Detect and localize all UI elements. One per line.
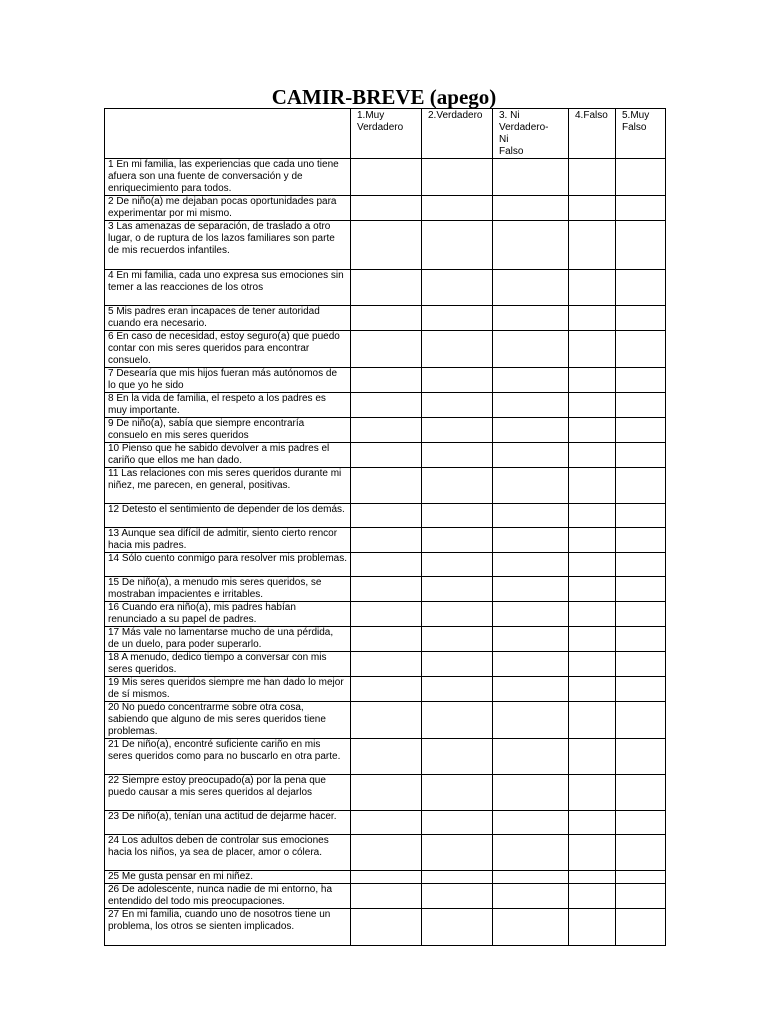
- item-text: 4 En mi familia, cada uno expresa sus emociones sin temer a las reacciones de los otros: [105, 270, 351, 306]
- answer-cell[interactable]: [351, 835, 422, 871]
- item-text: 1 En mi familia, las experiencias que cada uno tiene afuera son una fuente de conversación y de enriquecimiento para todos.: [105, 159, 351, 196]
- table-row: [105, 702, 666, 739]
- answer-cell[interactable]: [616, 331, 666, 368]
- table-row: [105, 909, 666, 946]
- answer-cell[interactable]: [616, 627, 666, 652]
- item-text: 10 Pienso que he sabido devolver a mis padres el cariño que ellos me han dado.: [105, 443, 351, 468]
- answer-cell[interactable]: [351, 652, 422, 677]
- answer-cell[interactable]: [351, 884, 422, 909]
- item-text: 8 En la vida de familia, el respeto a los padres es muy importante.: [105, 393, 351, 418]
- answer-cell[interactable]: [351, 306, 422, 331]
- answer-cell[interactable]: [493, 443, 569, 468]
- answer-cell[interactable]: [422, 468, 493, 504]
- table-row: [105, 553, 666, 577]
- item-text: 3 Las amenazas de separación, de traslado a otro lugar, o de ruptura de los lazos familiares son parte de mis recuerdos infantiles.: [105, 221, 351, 270]
- answer-cell[interactable]: [493, 677, 569, 702]
- table-row: [105, 739, 666, 775]
- table-row: [105, 811, 666, 835]
- answer-cell[interactable]: [422, 577, 493, 602]
- answer-cell[interactable]: [422, 553, 493, 577]
- answer-cell[interactable]: [493, 884, 569, 909]
- item-text: 19 Mis seres queridos siempre me han dado lo mejor de sí mismos.: [105, 677, 351, 702]
- answer-cell[interactable]: [616, 468, 666, 504]
- table-row: [105, 393, 666, 418]
- answer-cell[interactable]: [351, 739, 422, 775]
- header-muy-falso: 5.Muy Falso: [616, 109, 666, 159]
- answer-cell[interactable]: [493, 602, 569, 627]
- answer-cell[interactable]: [616, 775, 666, 811]
- answer-cell[interactable]: [616, 602, 666, 627]
- answer-cell[interactable]: [616, 811, 666, 835]
- answer-cell[interactable]: [493, 835, 569, 871]
- answer-cell[interactable]: [569, 393, 616, 418]
- answer-cell[interactable]: [493, 159, 569, 196]
- table-row: [105, 468, 666, 504]
- answer-cell[interactable]: [616, 884, 666, 909]
- answer-cell[interactable]: [616, 909, 666, 946]
- answer-cell[interactable]: [493, 306, 569, 331]
- answer-cell[interactable]: [616, 652, 666, 677]
- answer-cell[interactable]: [493, 909, 569, 946]
- item-text: 18 A menudo, dedico tiempo a conversar con mis seres queridos.: [105, 652, 351, 677]
- answer-cell[interactable]: [493, 418, 569, 443]
- answer-cell[interactable]: [351, 775, 422, 811]
- answer-cell[interactable]: [351, 627, 422, 652]
- answer-cell[interactable]: [616, 306, 666, 331]
- answer-cell[interactable]: [616, 221, 666, 270]
- item-text: 12 Detesto el sentimiento de depender de los demás.: [105, 504, 351, 528]
- answer-cell[interactable]: [616, 270, 666, 306]
- answer-cell[interactable]: [616, 553, 666, 577]
- item-text: 20 No puedo concentrarme sobre otra cosa, sabiendo que alguno de mis seres queridos tiene problemas.: [105, 702, 351, 739]
- answer-cell[interactable]: [493, 368, 569, 393]
- answer-cell[interactable]: [569, 871, 616, 884]
- answer-cell[interactable]: [422, 739, 493, 775]
- item-text: 14 Sólo cuento conmigo para resolver mis problemas.: [105, 553, 351, 577]
- answer-cell[interactable]: [569, 331, 616, 368]
- answer-cell[interactable]: [569, 909, 616, 946]
- answer-cell[interactable]: [493, 871, 569, 884]
- header-muy-verdadero: 1.Muy Verdadero: [351, 109, 422, 159]
- answer-cell[interactable]: [569, 677, 616, 702]
- item-text: 11 Las relaciones con mis seres queridos durante mi niñez, me parecen, en general, positivas.: [105, 468, 351, 504]
- answer-cell[interactable]: [422, 393, 493, 418]
- table-row: [105, 677, 666, 702]
- table-row: [105, 871, 666, 884]
- answer-cell[interactable]: [351, 909, 422, 946]
- answer-cell[interactable]: [569, 221, 616, 270]
- answer-cell[interactable]: [351, 331, 422, 368]
- item-text: 21 De niño(a), encontré suficiente cariño en mis seres queridos como para no buscarlo en otra parte.: [105, 739, 351, 775]
- answer-cell[interactable]: [493, 553, 569, 577]
- answer-cell[interactable]: [493, 221, 569, 270]
- table-row: [105, 331, 666, 368]
- document-title: CAMIR-BREVE (apego): [271, 85, 497, 109]
- answer-cell[interactable]: [569, 811, 616, 835]
- answer-cell[interactable]: [351, 270, 422, 306]
- table-row: [105, 835, 666, 871]
- answer-cell[interactable]: [569, 528, 616, 553]
- table-row: [105, 627, 666, 652]
- answer-cell[interactable]: [493, 577, 569, 602]
- answer-cell[interactable]: [351, 504, 422, 528]
- answer-cell[interactable]: [422, 627, 493, 652]
- answer-cell[interactable]: [351, 368, 422, 393]
- answer-cell[interactable]: [422, 306, 493, 331]
- answer-cell[interactable]: [569, 577, 616, 602]
- answer-cell[interactable]: [422, 602, 493, 627]
- item-text: 15 De niño(a), a menudo mis seres queridos, se mostraban impacientes e irritables.: [105, 577, 351, 602]
- answer-cell[interactable]: [569, 702, 616, 739]
- answer-cell[interactable]: [422, 835, 493, 871]
- item-text: 13 Aunque sea difícil de admitir, siento cierto rencor hacia mis padres.: [105, 528, 351, 553]
- item-text: 22 Siempre estoy preocupado(a) por la pena que puedo causar a mis seres queridos al dejarlos: [105, 775, 351, 811]
- answer-cell[interactable]: [616, 159, 666, 196]
- answer-cell[interactable]: [493, 504, 569, 528]
- answer-cell[interactable]: [493, 811, 569, 835]
- answer-cell[interactable]: [493, 652, 569, 677]
- table-row: [105, 196, 666, 221]
- answer-cell[interactable]: [493, 331, 569, 368]
- answer-cell[interactable]: [351, 443, 422, 468]
- answer-cell[interactable]: [569, 504, 616, 528]
- item-text: 23 De niño(a), tenían una actitud de dejarme hacer.: [105, 811, 351, 835]
- table-row: [105, 652, 666, 677]
- answer-cell[interactable]: [616, 577, 666, 602]
- answer-cell[interactable]: [422, 909, 493, 946]
- table-row: [105, 884, 666, 909]
- item-text: 25 Me gusta pensar en mi niñez.: [105, 871, 351, 884]
- item-text: 26 De adolescente, nunca nadie de mi entorno, ha entendido del todo mis preocupaciones.: [105, 884, 351, 909]
- item-text: 6 En caso de necesidad, estoy seguro(a) que puedo contar con mis seres queridos para encontrar consuelo.: [105, 331, 351, 368]
- table-row: [105, 528, 666, 553]
- item-text: 5 Mis padres eran incapaces de tener autoridad cuando era necesario.: [105, 306, 351, 331]
- answer-cell[interactable]: [422, 702, 493, 739]
- answer-cell[interactable]: [493, 702, 569, 739]
- answer-cell[interactable]: [351, 221, 422, 270]
- answer-cell[interactable]: [351, 468, 422, 504]
- questionnaire-body: [105, 159, 666, 946]
- item-text: 7 Desearía que mis hijos fueran más autónomos de lo que yo he sido: [105, 368, 351, 393]
- answer-cell[interactable]: [351, 553, 422, 577]
- answer-cell[interactable]: [422, 775, 493, 811]
- table-row: [105, 577, 666, 602]
- answer-cell[interactable]: [616, 871, 666, 884]
- answer-cell[interactable]: [569, 443, 616, 468]
- answer-cell[interactable]: [351, 677, 422, 702]
- item-text: 9 De niño(a), sabía que siempre encontraría consuelo en mis seres queridos: [105, 418, 351, 443]
- answer-cell[interactable]: [422, 528, 493, 553]
- answer-cell[interactable]: [422, 196, 493, 221]
- answer-cell[interactable]: [616, 443, 666, 468]
- answer-cell[interactable]: [569, 775, 616, 811]
- answer-cell[interactable]: [351, 602, 422, 627]
- answer-cell[interactable]: [569, 368, 616, 393]
- answer-cell[interactable]: [422, 368, 493, 393]
- answer-cell[interactable]: [493, 627, 569, 652]
- header-verdadero: 2.Verdadero: [422, 109, 493, 159]
- item-text: 27 En mi familia, cuando uno de nosotros tiene un problema, los otros se sienten implicados.: [105, 909, 351, 946]
- answer-cell[interactable]: [616, 702, 666, 739]
- answer-cell[interactable]: [569, 652, 616, 677]
- answer-cell[interactable]: [493, 739, 569, 775]
- answer-cell[interactable]: [616, 393, 666, 418]
- answer-cell[interactable]: [422, 811, 493, 835]
- table-row: [105, 602, 666, 627]
- answer-cell[interactable]: [616, 677, 666, 702]
- answer-cell[interactable]: [569, 739, 616, 775]
- answer-cell[interactable]: [569, 835, 616, 871]
- table-row: [105, 221, 666, 270]
- answer-cell[interactable]: [569, 306, 616, 331]
- answer-cell[interactable]: [616, 196, 666, 221]
- table-row: [105, 418, 666, 443]
- answer-cell[interactable]: [493, 775, 569, 811]
- answer-cell[interactable]: [616, 739, 666, 775]
- table-row: [105, 159, 666, 196]
- answer-cell[interactable]: [493, 196, 569, 221]
- answer-cell[interactable]: [351, 393, 422, 418]
- answer-cell[interactable]: [351, 196, 422, 221]
- answer-cell[interactable]: [569, 468, 616, 504]
- item-text: 17 Más vale no lamentarse mucho de una pérdida, de un duelo, para poder superarlo.: [105, 627, 351, 652]
- header-row: [105, 109, 666, 159]
- answer-cell[interactable]: [569, 602, 616, 627]
- answer-cell[interactable]: [351, 528, 422, 553]
- answer-cell[interactable]: [422, 331, 493, 368]
- answer-cell[interactable]: [422, 159, 493, 196]
- answer-cell[interactable]: [616, 368, 666, 393]
- answer-cell[interactable]: [422, 443, 493, 468]
- answer-cell[interactable]: [616, 528, 666, 553]
- answer-cell[interactable]: [422, 871, 493, 884]
- answer-cell[interactable]: [569, 159, 616, 196]
- table-row: [105, 306, 666, 331]
- answer-cell[interactable]: [351, 418, 422, 443]
- answer-cell[interactable]: [422, 652, 493, 677]
- answer-cell[interactable]: [422, 418, 493, 443]
- header-ni-verdadero-ni-falso: 3. Ni Verdadero- Ni Falso: [493, 109, 569, 159]
- answer-cell[interactable]: [616, 418, 666, 443]
- answer-cell[interactable]: [351, 702, 422, 739]
- answer-cell[interactable]: [351, 159, 422, 196]
- answer-cell[interactable]: [351, 577, 422, 602]
- table-row: [105, 775, 666, 811]
- answer-cell[interactable]: [616, 835, 666, 871]
- answer-cell[interactable]: [422, 504, 493, 528]
- answer-cell[interactable]: [569, 884, 616, 909]
- item-text: 16 Cuando era niño(a), mis padres habían renunciado a su papel de padres.: [105, 602, 351, 627]
- answer-cell[interactable]: [493, 468, 569, 504]
- answer-cell[interactable]: [422, 677, 493, 702]
- item-text: 2 De niño(a) me dejaban pocas oportunidades para experimentar por mi mismo.: [105, 196, 351, 221]
- answer-cell[interactable]: [493, 528, 569, 553]
- table-row: [105, 270, 666, 306]
- table-row: [105, 368, 666, 393]
- answer-cell[interactable]: [422, 270, 493, 306]
- item-text: 24 Los adultos deben de controlar sus emociones hacia los niños, ya sea de placer, amor o cólera.: [105, 835, 351, 871]
- answer-cell[interactable]: [422, 221, 493, 270]
- answer-cell[interactable]: [493, 393, 569, 418]
- answer-cell[interactable]: [569, 627, 616, 652]
- answer-cell[interactable]: [569, 270, 616, 306]
- table-row: [105, 443, 666, 468]
- answer-cell[interactable]: [616, 504, 666, 528]
- answer-cell[interactable]: [351, 811, 422, 835]
- header-item: [105, 109, 351, 159]
- answer-cell[interactable]: [351, 871, 422, 884]
- header-falso: 4.Falso: [569, 109, 616, 159]
- answer-cell[interactable]: [569, 418, 616, 443]
- answer-cell[interactable]: [422, 884, 493, 909]
- answer-cell[interactable]: [493, 270, 569, 306]
- table-row: [105, 504, 666, 528]
- questionnaire-table: [104, 108, 666, 946]
- answer-cell[interactable]: [569, 553, 616, 577]
- answer-cell[interactable]: [569, 196, 616, 221]
